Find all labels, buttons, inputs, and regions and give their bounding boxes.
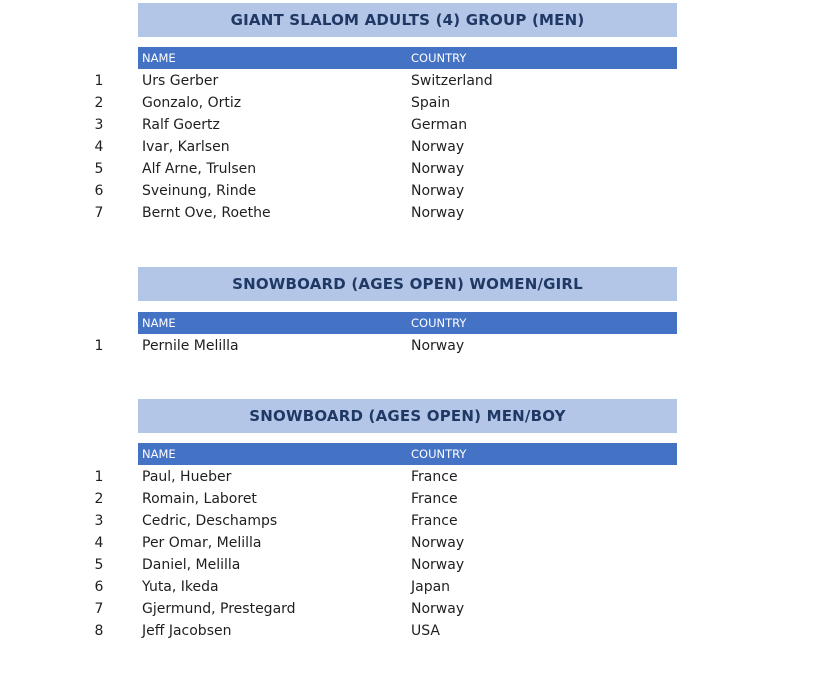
rank-cell: 6 [94,183,104,199]
section-title: SNOWBOARD (AGES OPEN) WOMEN/GIRL [138,267,677,301]
table-row [0,70,820,92]
country-cell: Norway [411,183,465,199]
name-cell: Paul, Hueber [142,469,232,485]
results-list [0,335,820,357]
table-row [0,620,820,642]
table-row [0,532,820,554]
table-header [138,47,677,69]
table-header [138,443,677,465]
rank-cell: 5 [94,161,104,177]
rank-cell: 4 [94,139,104,155]
column-header-name: NAME [142,51,176,65]
country-cell: Switzerland [411,73,493,89]
column-header-name: NAME [142,316,176,330]
rank-cell: 6 [94,579,104,595]
name-cell: Bernt Ove, Roethe [142,205,271,221]
country-cell: France [411,491,458,507]
table-row [0,136,820,158]
name-cell: Sveinung, Rinde [142,183,257,199]
results-list [0,466,820,642]
country-cell: Norway [411,161,465,177]
rank-cell: 1 [94,338,104,354]
table-header [138,312,677,334]
rank-cell: 7 [94,205,104,221]
country-cell: Norway [411,338,465,354]
table-row [0,335,820,357]
country-cell: Japan [411,579,451,595]
country-cell: Norway [411,205,465,221]
rank-cell: 3 [94,513,104,529]
rank-cell: 5 [94,557,104,573]
column-header-country: COUNTRY [411,51,467,65]
country-cell: USA [411,623,440,639]
rank-cell: 4 [94,535,104,551]
table-row [0,202,820,224]
rank-cell: 1 [94,469,104,485]
column-header-name: NAME [142,447,176,461]
name-cell: Gjermund, Prestegard [142,601,296,617]
country-cell: France [411,513,458,529]
rank-cell: 2 [94,95,104,111]
name-cell: Cedric, Deschamps [142,513,278,529]
name-cell: Romain, Laboret [142,491,257,507]
name-cell: Ivar, Karlsen [142,139,230,155]
country-cell: Norway [411,557,465,573]
name-cell: Yuta, Ikeda [142,579,219,595]
column-header-country: COUNTRY [411,316,467,330]
table-row [0,576,820,598]
country-cell: Norway [411,139,465,155]
country-cell: Norway [411,535,465,551]
country-cell: Norway [411,601,465,617]
section-title: SNOWBOARD (AGES OPEN) MEN/BOY [138,399,677,433]
table-row [0,554,820,576]
rank-cell: 2 [94,491,104,507]
name-cell: Alf Arne, Trulsen [142,161,257,177]
rank-cell: 1 [94,73,104,89]
table-row [0,92,820,114]
name-cell: Pernile Melilla [142,338,239,354]
table-row [0,510,820,532]
table-row [0,180,820,202]
column-header-country: COUNTRY [411,447,467,461]
rank-cell: 8 [94,623,104,639]
name-cell: Per Omar, Melilla [142,535,262,551]
table-row [0,158,820,180]
name-cell: Gonzalo, Ortiz [142,95,242,111]
name-cell: Daniel, Melilla [142,557,241,573]
table-row [0,598,820,620]
table-row [0,466,820,488]
table-row [0,488,820,510]
section-title: GIANT SLALOM ADULTS (4) GROUP (MEN) [138,3,677,37]
results-list [0,70,820,224]
country-cell: German [411,117,468,133]
table-row [0,114,820,136]
country-cell: Spain [411,95,451,111]
name-cell: Jeff Jacobsen [142,623,232,639]
name-cell: Ralf Goertz [142,117,220,133]
country-cell: France [411,469,458,485]
rank-cell: 3 [94,117,104,133]
name-cell: Urs Gerber [142,73,219,89]
rank-cell: 7 [94,601,104,617]
